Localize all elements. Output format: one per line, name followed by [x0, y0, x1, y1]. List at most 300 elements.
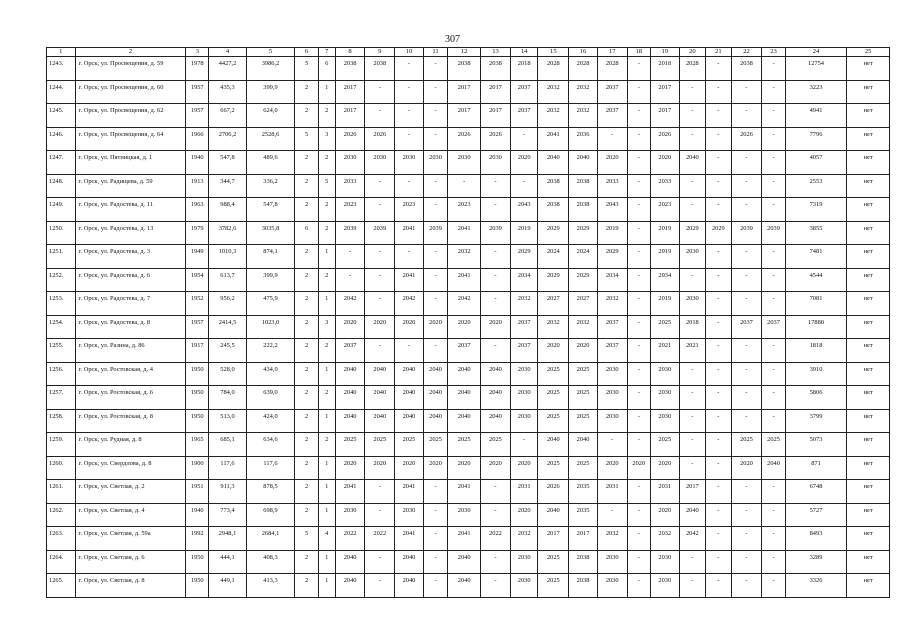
table-cell: - [731, 292, 762, 316]
table-cell: 878,5 [246, 480, 295, 504]
table-cell: 2030 [335, 503, 365, 527]
table-cell: 2020 [510, 456, 538, 480]
table-cell: - [762, 339, 785, 363]
column-header: 11 [423, 48, 447, 57]
table-cell: - [423, 174, 447, 198]
table-cell: 2 [318, 433, 335, 457]
table-cell: 2031 [597, 480, 627, 504]
table-cell: 2040 [395, 574, 424, 598]
table-cell: 2025 [538, 409, 569, 433]
row-number-cell: 1257. [47, 386, 76, 410]
table-cell: 2020 [423, 315, 447, 339]
table-cell: - [679, 198, 706, 222]
table-cell: 2038 [335, 57, 365, 81]
table-cell: нет [847, 221, 890, 245]
table-cell: 2033 [597, 174, 627, 198]
table-cell: 1 [318, 409, 335, 433]
table-cell: 2032 [597, 292, 627, 316]
table-cell: 2025 [538, 362, 569, 386]
table-cell: - [762, 409, 785, 433]
table-cell: 2020 [597, 456, 627, 480]
table-cell: 2025 [538, 550, 569, 574]
table-row [47, 221, 890, 245]
table-cell: 2020 [448, 315, 481, 339]
table-cell: 1 [318, 480, 335, 504]
table-cell: 2 [295, 198, 318, 222]
table-cell: 2028 [538, 57, 569, 81]
table-cell: 2025 [569, 362, 598, 386]
table-cell: - [627, 550, 650, 574]
table-cell: 2020 [597, 151, 627, 175]
table-cell: 2017 [650, 104, 679, 128]
table-cell: 2040 [538, 151, 569, 175]
table-cell: 2 [295, 315, 318, 339]
table-cell: - [365, 268, 395, 292]
table-cell: 2040 [335, 362, 365, 386]
column-header: 3 [186, 48, 209, 57]
table-cell: - [481, 245, 511, 269]
table-cell: - [423, 527, 447, 551]
table-cell: - [762, 80, 785, 104]
table-cell: 2030 [510, 574, 538, 598]
column-header: 15 [538, 48, 569, 57]
table-cell: - [423, 127, 447, 151]
table-cell: 2038 [481, 57, 511, 81]
table-cell: 2030 [481, 151, 511, 175]
table-cell: 2025 [395, 433, 424, 457]
table-cell: 4544 [785, 268, 847, 292]
address-cell: г. Орск, ул. Светлая, д. 8 [75, 574, 185, 598]
table-cell: - [423, 480, 447, 504]
table-cell: 2026 [335, 127, 365, 151]
table-cell: 1 [318, 550, 335, 574]
table-cell: 2034 [510, 268, 538, 292]
table-cell: 2 [318, 151, 335, 175]
table-cell: 2025 [365, 433, 395, 457]
column-header: 10 [395, 48, 424, 57]
table-cell: 2029 [538, 221, 569, 245]
table-cell: нет [847, 550, 890, 574]
table-cell: 2 [295, 480, 318, 504]
table-cell: 4427,2 [209, 57, 246, 81]
table-cell: - [627, 339, 650, 363]
table-cell: - [627, 315, 650, 339]
table-cell: 2 [318, 198, 335, 222]
table-cell: - [365, 174, 395, 198]
table-cell: 2037 [510, 315, 538, 339]
table-cell: - [706, 151, 731, 175]
table-cell: 3782,6 [209, 221, 246, 245]
row-number-cell: 1261. [47, 480, 76, 504]
table-cell: 2 [295, 409, 318, 433]
table-cell: 2038 [569, 574, 598, 598]
table-cell: - [731, 104, 762, 128]
table-cell: 2037 [597, 104, 627, 128]
table-cell: 2030 [679, 292, 706, 316]
table-cell: 2026 [481, 127, 511, 151]
table-row [47, 503, 890, 527]
table-cell: - [706, 292, 731, 316]
table-cell: 2040 [538, 433, 569, 457]
table-cell: - [706, 574, 731, 598]
table-cell: 2 [318, 268, 335, 292]
table-cell: 667,2 [209, 104, 246, 128]
table-cell: - [627, 480, 650, 504]
table-cell: 336,2 [246, 174, 295, 198]
table-cell: 2032 [538, 315, 569, 339]
table-cell: 2020 [569, 339, 598, 363]
table-cell: - [679, 174, 706, 198]
table-cell: 2033 [650, 174, 679, 198]
table-cell: 5 [295, 527, 318, 551]
table-cell: - [365, 574, 395, 598]
table-cell: 2032 [569, 315, 598, 339]
table-cell: 2020 [650, 151, 679, 175]
table-cell: 2032 [510, 527, 538, 551]
table-cell: 1818 [785, 339, 847, 363]
table-cell: - [627, 386, 650, 410]
table-cell: - [365, 198, 395, 222]
table-cell: 2038 [731, 57, 762, 81]
table-cell: 2020 [448, 456, 481, 480]
table-cell: 2043 [510, 198, 538, 222]
table-cell: - [762, 503, 785, 527]
table-cell: 2039 [423, 221, 447, 245]
table-cell: 424,0 [246, 409, 295, 433]
table-cell: - [423, 339, 447, 363]
table-cell: 2041 [538, 127, 569, 151]
address-cell: г. Орск, ул. Свердлова, д. 8 [75, 456, 185, 480]
table-cell: 2024 [569, 245, 598, 269]
table-cell: 222,2 [246, 339, 295, 363]
table-cell: 4057 [785, 151, 847, 175]
table-row [47, 174, 890, 198]
table-cell: - [731, 386, 762, 410]
table-cell: 2041 [448, 527, 481, 551]
row-number-cell: 1247. [47, 151, 76, 175]
table-cell: 2038 [538, 174, 569, 198]
address-cell: г. Орск, ул. Радищева, д. 59 [75, 174, 185, 198]
table-cell: - [423, 104, 447, 128]
table-cell: 2032 [650, 527, 679, 551]
table-cell: 2017 [335, 80, 365, 104]
table-cell: 2 [318, 386, 335, 410]
address-cell: г. Орск, ул. Просвещения, д. 60 [75, 80, 185, 104]
table-cell: - [365, 245, 395, 269]
table-cell: 2041 [448, 268, 481, 292]
column-header: 9 [365, 48, 395, 57]
table-cell: 2020 [335, 315, 365, 339]
row-number-cell: 1246. [47, 127, 76, 151]
table-cell: нет [847, 574, 890, 598]
table-cell: 1957 [186, 315, 209, 339]
table-cell: 2023 [335, 198, 365, 222]
table-cell: - [627, 574, 650, 598]
table-cell: 3035,8 [246, 221, 295, 245]
table-cell: 2040 [679, 151, 706, 175]
column-header: 16 [569, 48, 598, 57]
table-cell: 624,0 [246, 104, 295, 128]
table-cell: 2 [295, 174, 318, 198]
table-cell: - [423, 198, 447, 222]
table-cell: 2020 [627, 456, 650, 480]
table-cell: 2030 [448, 151, 481, 175]
table-cell: 2025 [650, 315, 679, 339]
table-row [47, 268, 890, 292]
table-cell: 2019 [650, 245, 679, 269]
row-number-cell: 1255. [47, 339, 76, 363]
table-cell: 489,6 [246, 151, 295, 175]
table-cell: 2041 [448, 221, 481, 245]
table-cell: 1950 [186, 386, 209, 410]
page-number: 307 [445, 34, 460, 45]
address-cell: г. Орск, ул. Светлая, д. 6 [75, 550, 185, 574]
table-cell: 2030 [650, 386, 679, 410]
table-cell: 2040 [335, 409, 365, 433]
row-number-cell: 1250. [47, 221, 76, 245]
table-cell: 2043 [597, 198, 627, 222]
table-cell: 444,1 [209, 550, 246, 574]
row-number-cell: 1253. [47, 292, 76, 316]
table-cell: 2030 [510, 550, 538, 574]
table-cell: 2040 [365, 409, 395, 433]
table-cell: - [627, 151, 650, 175]
table-cell: - [706, 386, 731, 410]
table-cell: 698,9 [246, 503, 295, 527]
table-cell: нет [847, 151, 890, 175]
table-cell: 2038 [365, 57, 395, 81]
table-cell: нет [847, 362, 890, 386]
table-cell: 2040 [395, 362, 424, 386]
table-cell: 7481 [785, 245, 847, 269]
table-cell: - [762, 386, 785, 410]
row-number-cell: 1248. [47, 174, 76, 198]
table-cell: 2020 [335, 456, 365, 480]
table-cell: - [731, 480, 762, 504]
table-cell: 2039 [762, 221, 785, 245]
table-cell: 2030 [510, 409, 538, 433]
table-cell: - [627, 80, 650, 104]
table-cell: 475,9 [246, 292, 295, 316]
table-cell: 2 [295, 386, 318, 410]
table-cell: - [706, 315, 731, 339]
address-cell: г. Орск, ул. Радостева, д. 3 [75, 245, 185, 269]
table-cell: 2023 [395, 198, 424, 222]
table-cell: нет [847, 315, 890, 339]
table-row [47, 433, 890, 457]
table-cell: 1979 [186, 221, 209, 245]
table-cell: 2025 [448, 433, 481, 457]
table-row [47, 245, 890, 269]
table-cell: 2017 [569, 527, 598, 551]
table-cell: - [481, 550, 511, 574]
table-cell: 8493 [785, 527, 847, 551]
table-cell: 2025 [731, 433, 762, 457]
table-cell: 2040 [448, 386, 481, 410]
table-cell: 2040 [448, 574, 481, 598]
table-cell: нет [847, 386, 890, 410]
table-cell: - [762, 574, 785, 598]
address-cell: г. Орск, ул. Ростовская, д. 4 [75, 362, 185, 386]
table-cell: - [706, 339, 731, 363]
table-cell: 2038 [538, 198, 569, 222]
table-cell: 1966 [186, 127, 209, 151]
row-number-cell: 1258. [47, 409, 76, 433]
table-cell: 2027 [538, 292, 569, 316]
table-cell: - [731, 362, 762, 386]
table-cell: - [627, 409, 650, 433]
table-cell: 2025 [538, 386, 569, 410]
table-cell: - [706, 550, 731, 574]
table-cell: - [679, 574, 706, 598]
column-header: 1 [47, 48, 76, 57]
address-cell: г. Орск, ул. Радостева, д. 11 [75, 198, 185, 222]
table-cell: 2030 [597, 386, 627, 410]
table-cell: 6 [295, 221, 318, 245]
table-cell: 1913 [186, 174, 209, 198]
table-cell: 1 [318, 362, 335, 386]
table-cell: 2037 [335, 339, 365, 363]
table-cell: 547,8 [209, 151, 246, 175]
table-cell: нет [847, 503, 890, 527]
table-cell: - [395, 245, 424, 269]
table-cell: 2037 [597, 80, 627, 104]
table-cell: - [731, 268, 762, 292]
table-cell: 2040 [679, 503, 706, 527]
table-cell: - [395, 57, 424, 81]
table-cell: 2020 [423, 456, 447, 480]
table-cell: 2029 [510, 245, 538, 269]
table-cell: 2030 [335, 151, 365, 175]
row-number-cell: 1264. [47, 550, 76, 574]
column-header: 21 [706, 48, 731, 57]
table-row [47, 80, 890, 104]
table-cell: - [448, 174, 481, 198]
table-cell: - [679, 433, 706, 457]
address-cell: г. Орск, ул. Ростовская, д. 8 [75, 409, 185, 433]
table-row [47, 315, 890, 339]
table-cell: 1954 [186, 268, 209, 292]
table-cell: 956,2 [209, 292, 246, 316]
table-cell: 2040 [395, 386, 424, 410]
table-cell: 2030 [448, 503, 481, 527]
table-cell: 1917 [186, 339, 209, 363]
table-cell: 2032 [569, 104, 598, 128]
row-number-cell: 1263. [47, 527, 76, 551]
table-cell: - [706, 362, 731, 386]
table-cell: - [481, 574, 511, 598]
table-cell: - [706, 268, 731, 292]
table-cell: 2027 [569, 292, 598, 316]
table-cell: - [762, 104, 785, 128]
table-cell: 2030 [650, 574, 679, 598]
table-cell: - [731, 151, 762, 175]
table-cell: - [395, 104, 424, 128]
table-cell: - [627, 198, 650, 222]
table-cell: - [679, 362, 706, 386]
table-cell: 1949 [186, 245, 209, 269]
table-cell: - [510, 174, 538, 198]
table-cell: 2025 [538, 456, 569, 480]
table-cell: 2528,6 [246, 127, 295, 151]
table-cell: 7081 [785, 292, 847, 316]
row-number-cell: 1254. [47, 315, 76, 339]
table-cell: 2038 [569, 198, 598, 222]
table-cell: - [627, 503, 650, 527]
table-cell: 1950 [186, 550, 209, 574]
address-cell: г. Орск, ул. Светлая, д. 59а [75, 527, 185, 551]
table-cell: 2018 [679, 315, 706, 339]
table-cell: 2040 [423, 362, 447, 386]
column-header: 12 [448, 48, 481, 57]
table-cell: 2037 [597, 339, 627, 363]
table-cell: - [731, 245, 762, 269]
table-row [47, 456, 890, 480]
table-cell: 2017 [481, 104, 511, 128]
table-cell: - [481, 480, 511, 504]
table-cell: 434,0 [246, 362, 295, 386]
table-cell: 2029 [569, 268, 598, 292]
table-cell: нет [847, 292, 890, 316]
table-cell: нет [847, 245, 890, 269]
table-cell: 4 [318, 527, 335, 551]
table-cell: - [706, 127, 731, 151]
table-cell: - [365, 104, 395, 128]
table-cell: - [365, 339, 395, 363]
table-row [47, 550, 890, 574]
table-cell: 2020 [481, 456, 511, 480]
column-header: 7 [318, 48, 335, 57]
table-cell: 2948,1 [209, 527, 246, 551]
table-cell: - [762, 268, 785, 292]
table-cell: - [679, 386, 706, 410]
table-cell: - [706, 174, 731, 198]
address-cell: г. Орск, ул. Светлая, д. 4 [75, 503, 185, 527]
table-cell: 2034 [597, 268, 627, 292]
table-cell: 2041 [335, 480, 365, 504]
table-cell: 1023,0 [246, 315, 295, 339]
table-cell: - [423, 57, 447, 81]
table-cell: 2017 [538, 527, 569, 551]
table-cell: 874,1 [246, 245, 295, 269]
address-cell: г. Орск, ул. Просвещения, д. 59 [75, 57, 185, 81]
table-row [47, 386, 890, 410]
table-cell: 7796 [785, 127, 847, 151]
table-row [47, 104, 890, 128]
table-cell: 2026 [650, 127, 679, 151]
table-cell: 3855 [785, 221, 847, 245]
table-cell: 2037 [510, 339, 538, 363]
table-cell: 2032 [448, 245, 481, 269]
table-cell: 2028 [679, 57, 706, 81]
table-row [47, 127, 890, 151]
table-cell: 2037 [597, 315, 627, 339]
table-cell: 6 [318, 57, 335, 81]
table-cell: - [731, 339, 762, 363]
table-cell: 2030 [510, 362, 538, 386]
table-cell: - [423, 550, 447, 574]
row-number-cell: 1256. [47, 362, 76, 386]
table-cell: 117,6 [246, 456, 295, 480]
table-cell: 1 [318, 245, 335, 269]
table-cell: нет [847, 174, 890, 198]
table-row [47, 198, 890, 222]
row-number-cell: 1260. [47, 456, 76, 480]
table-cell: 2 [295, 268, 318, 292]
table-cell: 2032 [569, 80, 598, 104]
table-cell: 2034 [650, 268, 679, 292]
table-cell: 2020 [650, 456, 679, 480]
